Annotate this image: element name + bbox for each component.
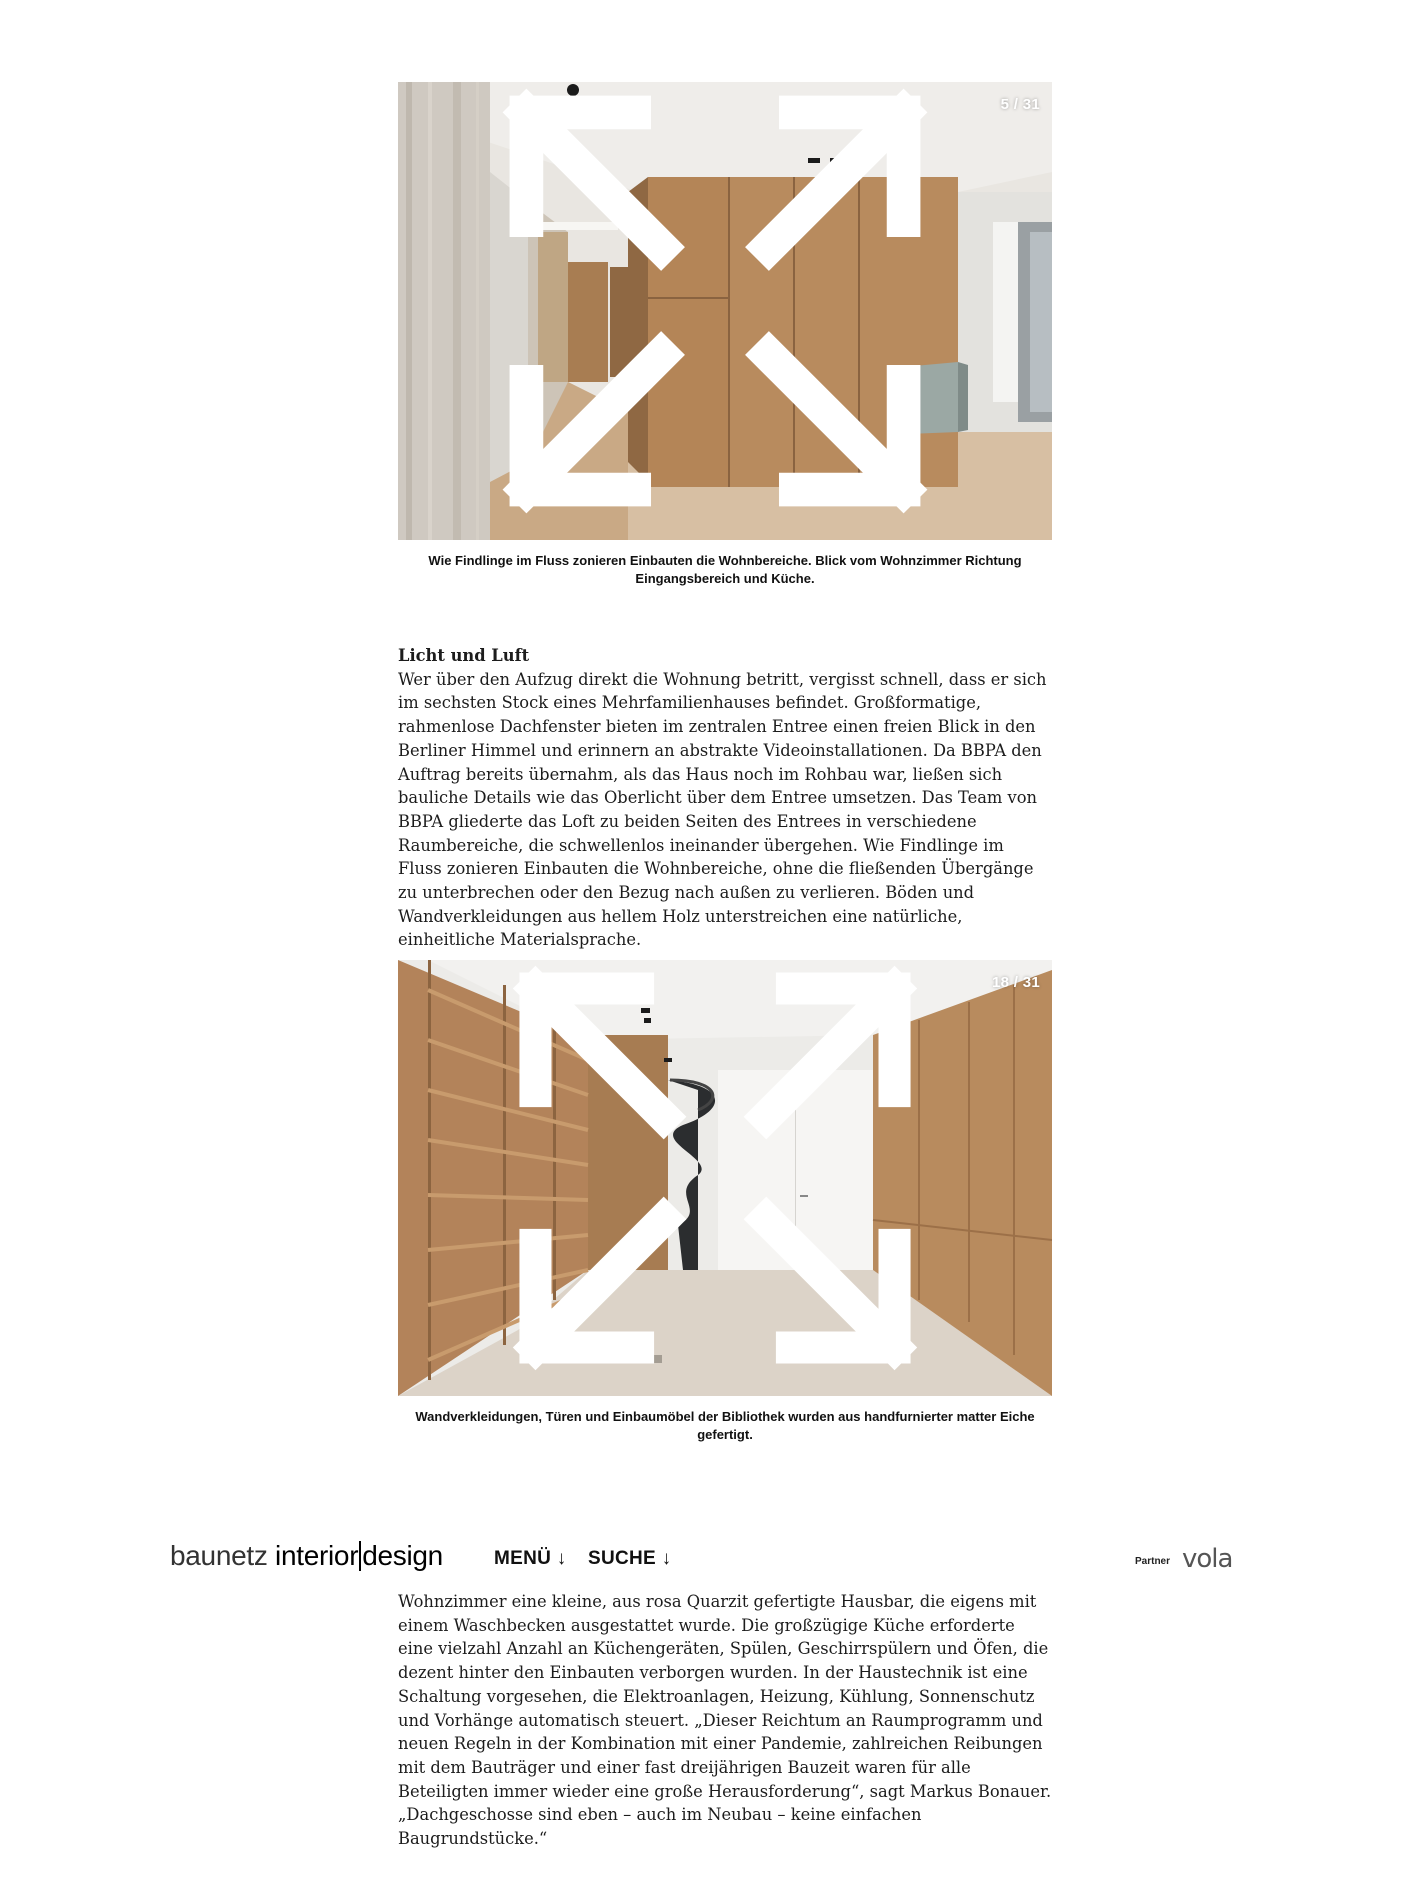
site-header (0, 1528, 1425, 1590)
gallery-image-1[interactable] (398, 82, 1052, 540)
expand-arrows-icon[interactable] (398, 960, 1042, 1386)
clipped-text-line (398, 1582, 1052, 1588)
partner-label: Partner (1135, 1556, 1171, 1567)
logo-divider (359, 1541, 361, 1571)
search-button[interactable]: SUCHE ↓ (588, 1548, 672, 1569)
logo-bold-text-2: design (362, 1540, 443, 1571)
article-paragraph: Wohnzimmer eine kleine, aus rosa Quarzit gefertigte Hausbar, die eigens mit einem Waschbecken ausgestattet wurde. Die großzügige Küche erforderte eine vielzahl Anzahl an Küchengeräten, Spülen, Geschirrspülern und Öfen, die dezent hinter den Einbauten verborgen wurden. In der Haustechnik ist eine Schaltung vorgesehen, die Elektroanlagen, Heizung, Kühlung, Sonnenschutz und Vorhänge automatisch steuert. „Dieser Reichtum an Raumprogramm und neuen Regeln in der Kombination mit einer Pandemie, zahlreichen Reibungen mit dem Bauträger und einer fast dreijährigen Bauzeit waren für alle Beteiligten immer wieder eine große Herausforderung“, sagt Markus Bonauer. „Dachgeschosse sind eben – auch im Neubau – keine einfachen Baugrundstücke.“ (398, 1592, 1052, 1849)
partner-logo[interactable]: vola (1182, 1544, 1233, 1574)
expand-arrows-icon[interactable] (398, 82, 1042, 530)
site-logo[interactable] (170, 1540, 443, 1572)
article-section-licht-und-luft (398, 644, 1052, 952)
menu-button[interactable]: MENÜ ↓ (494, 1548, 567, 1569)
article-section-continued (398, 1590, 1052, 1851)
article-paragraph: Wer über den Aufzug direkt die Wohnung betritt, vergisst schnell, dass er sich im sechsten Stock eines Mehrfamilienhauses befindet. Großformatige, rahmenlose Dachfenster bieten im zentralen Entree einen freien Blick in den Berliner Himmel und erinnern an abstrakte Videoinstallationen. Da BBPA den Auftrag bereits übernahm, als das Haus noch im Rohbau war, ließen sich bauliche Details wie das Oberlicht über dem Entree umsetzen. Das Team von BBPA gliederte das Loft zu beiden Seiten des Entrees in verschiedene Raumbereiche, die schwellenlos ineinander übergehen. Wie Findlinge im Fluss zonieren Einbauten die Wohnbereiche, ohne die fließenden Übergänge zu unterbrechen oder den Bezug nach außen zu verlieren. Böden und Wandverkleidungen aus hellem Holz unterstreichen eine natürliche, einheitliche Materialsprache. (398, 669, 1047, 950)
gallery-counter: 18 / 31 (992, 974, 1040, 991)
gallery-caption-1: Wie Findlinge im Fluss zonieren Einbauten die Wohnbereiche. Blick vom Wohnzimmer Richtung Eingangsbereich und Küche. (428, 553, 1022, 586)
gallery-counter: 5 / 31 (1000, 96, 1040, 113)
gallery-caption-2: Wandverkleidungen, Türen und Einbaumöbel der Bibliothek wurden aus handfurnierter matter Eiche gefertigt. (415, 1409, 1035, 1442)
logo-bold-text-1: interior (275, 1540, 359, 1571)
section-heading: Licht und Luft (398, 646, 530, 665)
logo-light-text: baunetz (170, 1540, 268, 1571)
gallery-image-2[interactable] (398, 960, 1052, 1396)
